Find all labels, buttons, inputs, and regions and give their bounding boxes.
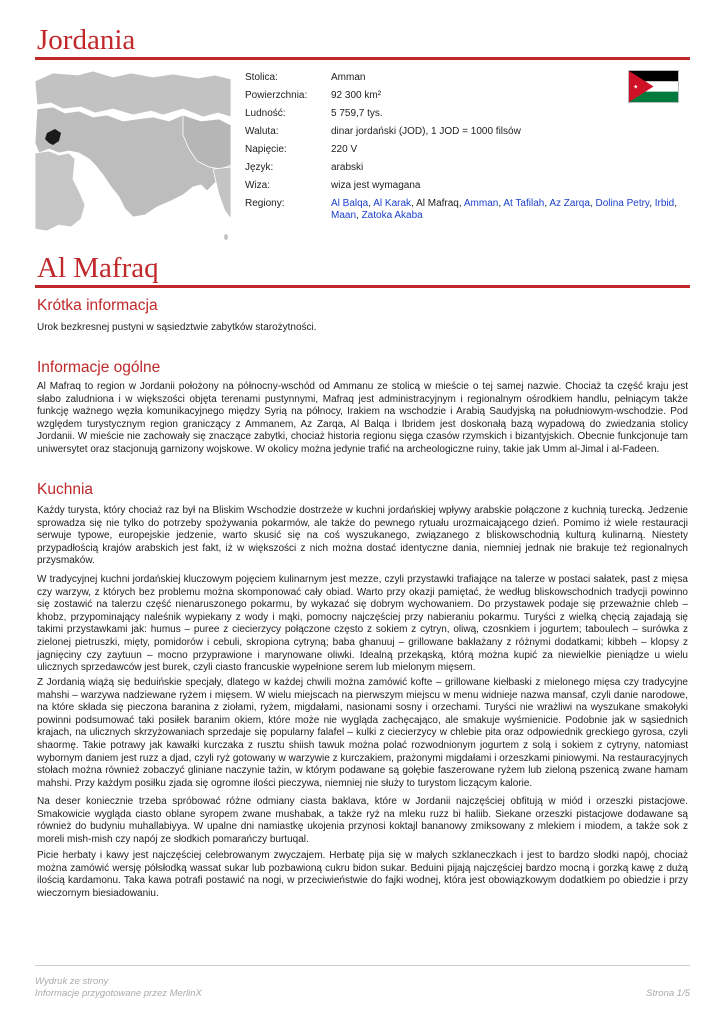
info-label: Waluta: — [245, 126, 279, 137]
info-row-currency — [245, 126, 693, 144]
info-row-capital — [245, 72, 693, 90]
jordan-flag-icon — [628, 70, 679, 103]
cuisine-paragraph: Z Jordanią wiążą się beduińskie specjały, dlatego w każdej chwili można zamówić kofte – grillowane kiełbaski z mielonego mięsa czy tradycyjne mahshi – warzywa nadziewane ryżem i mięsem. W wielu miejscach na pierwszym miejscu w menu widnieje nazwa mansaf, czyli danie narodowe, na które składa się pieczona baranina z ziołami, ryżem, migdałami, nasionami sosny i orzechami. Turyści nie wrażliwi na wyszukane smakołyki powinni podsumować taki posiłek baranim okiem, które może nie wygląda zachęcająco, ale smakuje wyśmienicie. Podobnie jak w sąsiednich krajach, na ulicznych skrzyżowaniach sprzedaje się popularny falafel – kulki z ciecierzycy w chlebie pita oraz odpowiednik greckiego gyrosa, czyli shaormę. Takie potrawy jak kawałki kurczaka z rusztu shiish tawuk można polać rozwodnionym jogurtem z solą i sokiem z cytryny, natomiast wybornym daniem jest ruzz a djad, czyli ryż gotowany w warzywie z kurczakiem, prażonymi migdałami i orzeszkami piniowymi. Na restauracyjnych stołach można również zobaczyć gliniane naczynie tażin, w którym podawane są gołębie faszerowane ryżem lub zieloną pszenicą zwane hamam mahshi. Przy każdym posiłku zjada się ogromne ilości pieczywa, niemniej nie służy to turystom liczącym kalorie. — [37, 677, 688, 789]
info-value: 92 300 km² — [331, 90, 382, 101]
short-info-heading: Krótka informacja — [37, 297, 158, 314]
info-label: Regiony: — [245, 198, 285, 209]
cuisine-paragraph: Picie herbaty i kawy jest najczęściej celebrowanym zwyczajem. Herbatę pija się w małych szklaneczkach i jest to bardzo słodki napój, chociaż można zamówić wersję półsłodką wassat sukar lub pozbawioną cukru bidon sukar. Beduini pijają najczęściej bardzo mocną i gorzką kawę z dużą ilością kardamonu. Taka kawa potrafi postawić na nogi, w przeciwieństwie do fajki wodnej, która jest obowiązkowym dodatkiem po obiedzie i przy wieczornym biesiadowaniu. — [37, 850, 688, 899]
region-link-amman[interactable]: Amman — [463, 198, 499, 209]
general-info-text: Al Mafraq to region w Jordanii położony na północny-wschód od Ammanu ze stolicą w mieście o tej samej nazwie. Chociaż ta część kraju jest słabo zaludniona i w większości objęta terenami pustynnymi, Mafraq jest administracyjnym i regionalnym ośrodkiem handlu, pełniącym także funkcję ważnego węzła komunikacyjnego między Syrią na północy, Irakiem na wschodzie i Arabią Saudyjską na południowym-wschodzie. Pod względem turystycznym region graniczący z Ammanem, Az Zarqa, Al Balqa i Ibridem jest doskonałą bazą wypadową do zwiedzania stolicy Jordanii. W mieście nie zachowały się znaczące zabytki, chociaż historia regionu sięga czasów rzymskich i bizantyjskich. Obecnie funkcjonuje tam uniwersytet oraz stacjonują garnizony wojskowe. W okolicy można jedynie trafić na archeologiczne ruiny, takie jak Umm al-Jimal i al-Fadeen. — [37, 381, 688, 455]
info-value: 5 759,7 tys. — [331, 108, 383, 119]
info-label: Napięcie: — [245, 144, 287, 155]
info-label: Język: — [245, 162, 274, 173]
info-value: arabski — [331, 162, 364, 173]
region-link-al-karak[interactable]: Al Karak — [373, 198, 412, 209]
country-title: Jordania — [37, 24, 136, 56]
info-row-language — [245, 162, 693, 180]
region-title-rule — [35, 285, 690, 288]
info-row-visa — [245, 180, 693, 198]
cuisine-heading: Kuchnia — [37, 481, 94, 498]
short-info-text: Urok bezkresnej pustyni w sąsiedztwie zabytków starożytności. — [37, 322, 317, 333]
regions-list: Al Balqa, Al Karak, Al Mafraq, Amman, At Tafilah, Az Zarqa, Dolina Petry, Irbid, Maan, Zatoka Akaba — [331, 198, 677, 221]
info-row-area — [245, 90, 693, 108]
info-value: Amman — [331, 72, 366, 83]
cuisine-paragraph: Na deser koniecznie trzeba spróbować różne odmiany ciasta baklava, które w Jordanii najczęściej obfitują w miód i orzeszki pistacjowe. Smakowicie wygląda ciasto oblane syropem zwane mushabak, a także ryż na mleku ruzz bi haliib. Siekane orzeszki pistacjowe dodawane są również do budyniu muhallabiyya. W upalne dni namiastkę ukojenia przynosi koktajl bananowy zmiksowany z mlekiem i miodem, a także sok z moreli mish-mish czy napój ze słodkich pomarańczy burtuqal. — [37, 796, 688, 845]
region-title: Al Mafraq — [37, 252, 159, 284]
region-link-az-zarqa[interactable]: Az Zarqa — [549, 198, 590, 209]
info-label: Stolica: — [245, 72, 278, 83]
info-label: Powierzchnia: — [245, 90, 308, 101]
info-value: dinar jordański (JOD), 1 JOD = 1000 filsów — [331, 126, 521, 137]
region-link-irbid[interactable]: Irbid — [654, 198, 675, 209]
info-row-population — [245, 108, 693, 126]
region-link-al-balqa[interactable]: Al Balqa — [331, 198, 369, 209]
region-link-maan[interactable]: Maan — [331, 210, 357, 221]
footer-credit: Informacje przygotowane przez MerlinX — [35, 988, 202, 999]
country-info-table — [245, 72, 693, 222]
footer-print-label: Wydruk ze strony — [35, 976, 109, 987]
title-rule — [35, 57, 690, 60]
region-link-dolina-petry[interactable]: Dolina Petry — [595, 198, 650, 209]
info-label: Ludność: — [245, 108, 286, 119]
cuisine-paragraph: W tradycyjnej kuchni jordańskiej kluczowym pojęciem kulinarnym jest mezze, czyli przystawki trafiające na talerze w postaci sałatek, past z mięsa czy warzyw, z których bez problemu można skomponować cały obiad. Warto przy okazji pamiętać, że według bliskowschodnich tradycji powinno się zostawić na talerzu część nienaruszonego pokarmu, by wykazać się dobrym wychowaniem. Do przystawek podaje się przeważnie chleb – khobz, przypominający naleśnik wypiekany z wody i mąki, pomocny najczęściej przy nabieraniu pokarmu. Turyści z wielką chęcią zajadają się takimi przystawkami jak: humus – puree z ciecierzycy połączone często z sokiem z cytryn, oliwą, czosnkiem i jogurtem; taboulech – surówka z zielonej pietruszki, mięty, pomidorów i cebuli, skropiona cytryną; baba ghanuuj – grillowane bakłażany z różnymi dodatkami; kibbeh – klopsy z jagnięciny czy zaytuun – mocno przyprawione i marynowane oliwki. Idealną przekąską, którą można kupić za niewielkie pieniądze u wielu ulicznych sprzedawców jest burek, czyli ciasto francuskie wypełnione serem lub mielonym mięsem. — [37, 574, 688, 674]
footer-rule — [35, 965, 690, 966]
info-value: 220 V — [331, 144, 358, 155]
info-row-voltage — [245, 144, 693, 162]
region-map — [33, 69, 233, 259]
general-info-heading: Informacje ogólne — [37, 359, 161, 376]
info-label: Wiza: — [245, 180, 270, 191]
region-link-at-tafilah[interactable]: At Tafilah — [503, 198, 545, 209]
cuisine-paragraph: Każdy turysta, który chociaż raz był na Bliskim Wschodzie dostrzeże w kuchni jordańskiej wpływy arabskie połączone z kuchnią turecką. Jedzenie sprowadza się nie tylko do potrzeby spożywania pokarmów, ale także do pewnego rytuału urozmaicającego dzień. Pomimo iż wiele restauracji serwuje typowe, europejskie jedzenie, warto skusić się na coś wyszukanego, związanego z bliskowschodnią kulturą kulinarną. Niestety przypadłością krajów arabskich jest fakt, iż w większości z nich można dostać identyczne dania, niemniej jednak nie brakuje też regionalnych przysmaków. — [37, 505, 688, 567]
footer-page-number: Strona 1/5 — [646, 988, 690, 999]
info-row-regions — [245, 198, 693, 222]
region-link-zatoka-akaba[interactable]: Zatoka Akaba — [361, 210, 423, 221]
region-link-al-mafraq: Al Mafraq — [416, 198, 459, 209]
info-value: wiza jest wymagana — [331, 180, 421, 191]
